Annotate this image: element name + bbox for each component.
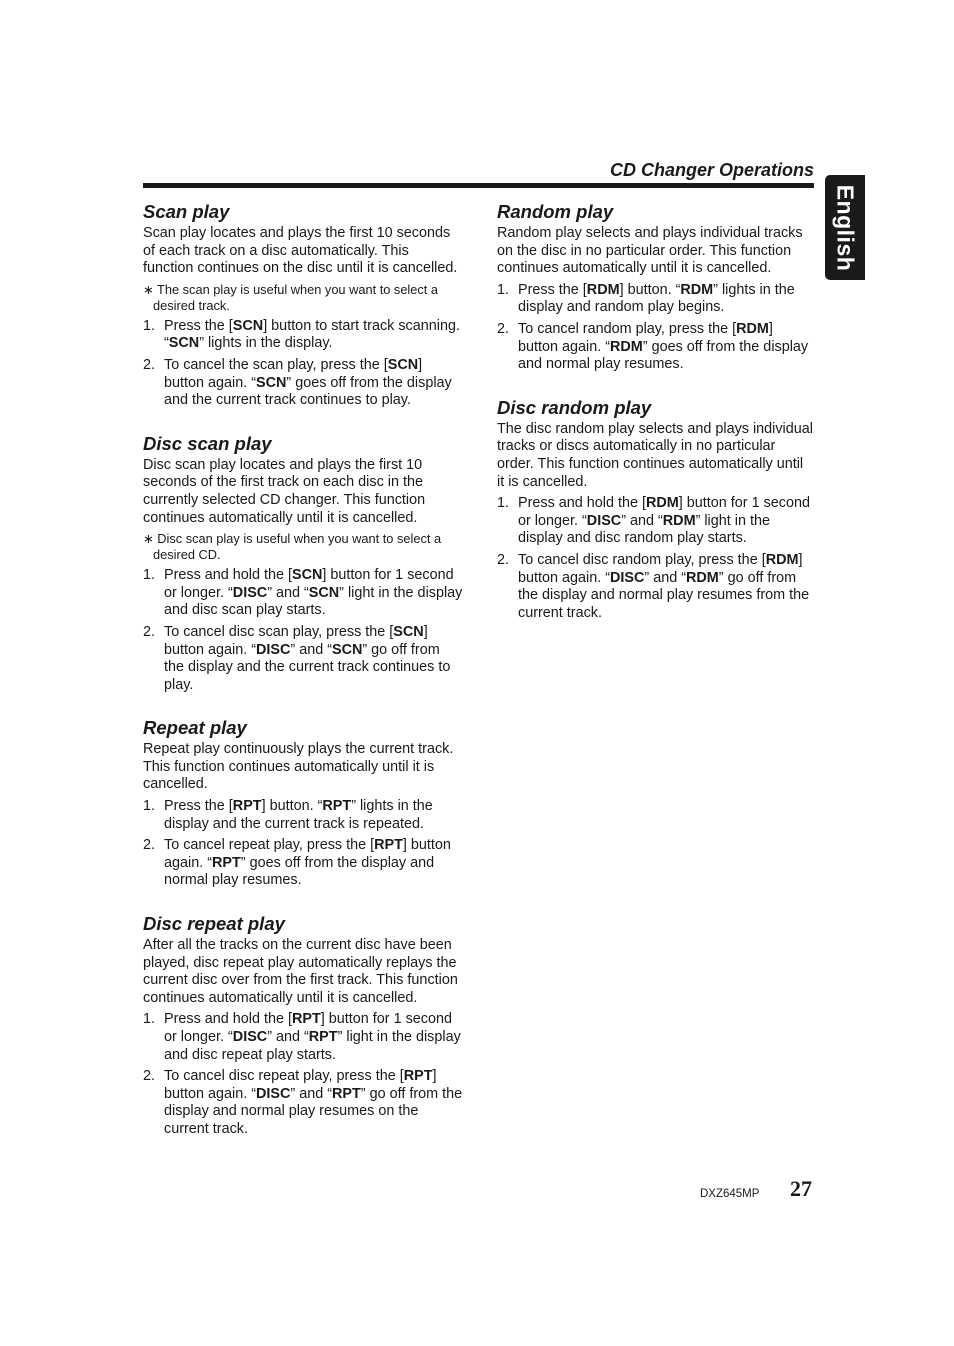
page-number: 27 <box>790 1176 812 1201</box>
section-disc-scan-play <box>143 433 463 695</box>
step-text: To cancel the scan play, press the [SCN] button again. “SCN” goes off from the display and the current track continues to play. <box>164 356 452 409</box>
section-body-text: Random play selects and plays individual tracks on the disc in no particular order. This function continues automatically until it is cancelled. <box>497 225 803 277</box>
section-body-text: The disc random play selects and plays individual tracks or discs automatically in no particular order. This function continues automatically until it is cancelled. <box>497 420 813 490</box>
step-item <box>143 837 463 890</box>
step-number: 2. <box>143 1068 156 1085</box>
page-header-title: CD Changer Operations <box>609 160 814 180</box>
step-item <box>143 567 463 620</box>
section-body-text: Repeat play continuously plays the current track. This function continues automatically until it is cancelled. <box>143 741 454 793</box>
step-text: Press the [RPT] button. “RPT” lights in the display and the current track is repeated. <box>164 798 433 832</box>
section-heading: Disc repeat play <box>143 913 285 935</box>
step-text: Press the [SCN] button to start track scanning. “SCN” lights in the display. <box>164 317 460 352</box>
section-disc-repeat-play <box>143 913 463 1139</box>
step-text: To cancel repeat play, press the [RPT] button again. “RPT” goes off from the display and normal play resumes. <box>164 837 451 889</box>
step-item <box>143 1011 463 1064</box>
model-number: DXZ645MP <box>700 1188 760 1200</box>
section-body-text: After all the tracks on the current disc have been played, disc repeat play automatically replays the current disc over from the first track. This function continues automatically until it is cancelled. <box>143 937 458 1006</box>
step-item <box>497 495 813 548</box>
step-number: 2. <box>497 320 510 337</box>
section-heading: Scan play <box>143 201 230 222</box>
step-text: Press and hold the [RDM] button for 1 second or longer. “DISC” and “RDM” light in the display and disc random play starts. <box>518 495 810 547</box>
language-tab-label: English <box>832 184 859 271</box>
step-text: Press the [RDM] button. “RDM” lights in the display and random play begins. <box>518 281 795 316</box>
step-item <box>497 321 813 374</box>
step-item <box>143 357 463 410</box>
step-text: To cancel disc repeat play, press the [RPT] button again. “DISC” and “RPT” go off from the display and normal play resumes on the current track. <box>164 1068 463 1137</box>
step-text: To cancel disc random play, press the [RDM] button again. “DISC” and “RDM” go off from the display and normal play resumes from the current track. <box>518 551 810 621</box>
right-column <box>497 201 813 645</box>
step-text: To cancel random play, press the [RDM] button again. “RDM” goes off from the display and normal play resumes. <box>518 320 809 373</box>
section-body-text: Disc scan play locates and plays the first 10 seconds of the first track on each disc in the currently selected CD changer. This function continues automatically until it is cancelled. <box>143 456 426 526</box>
step-text: Press and hold the [RPT] button for 1 second or longer. “DISC” and “RPT” light in the display and disc repeat play starts. <box>164 1011 461 1063</box>
section-note: ∗ The scan play is useful when you want to select a desired track. <box>143 281 439 313</box>
language-tab <box>825 175 865 280</box>
step-number: 1. <box>143 798 156 815</box>
step-item <box>497 282 813 317</box>
section-body-text: Scan play locates and plays the first 10 seconds of each track on a disc automatically. This function continues on the disc until it is cancelled. <box>143 225 458 277</box>
section-note: ∗ Disc scan play is useful when you want to select a desired CD. <box>143 531 442 563</box>
section-heading: Repeat play <box>143 717 247 739</box>
section-disc-random-play <box>497 397 813 623</box>
header-rule <box>143 183 814 188</box>
step-number: 2. <box>143 356 156 373</box>
step-text: To cancel disc scan play, press the [SCN] button again. “DISC” and “SCN” go off from the display and the current track continues to play. <box>164 623 451 693</box>
section-repeat-play <box>143 717 463 890</box>
step-number: 1. <box>497 281 510 298</box>
section-heading: Disc scan play <box>143 432 272 454</box>
step-number: 2. <box>143 837 156 854</box>
left-column <box>143 201 463 1162</box>
step-text: Press and hold the [SCN] button for 1 second or longer. “DISC” and “SCN” light in the display and disc scan play starts. <box>164 567 463 619</box>
step-item <box>143 798 463 833</box>
section-heading: Random play <box>497 201 614 222</box>
section-heading: Disc random play <box>497 396 652 418</box>
step-number: 2. <box>143 623 156 640</box>
section-scan-play <box>143 201 463 410</box>
step-number: 1. <box>497 495 510 512</box>
step-item <box>143 1068 463 1138</box>
step-item <box>143 624 463 694</box>
section-random-play <box>497 201 813 374</box>
step-number: 1. <box>143 317 156 334</box>
step-item <box>143 318 463 353</box>
step-number: 1. <box>143 1011 156 1028</box>
step-item <box>497 552 813 622</box>
step-number: 1. <box>143 567 156 584</box>
step-number: 2. <box>497 551 510 568</box>
